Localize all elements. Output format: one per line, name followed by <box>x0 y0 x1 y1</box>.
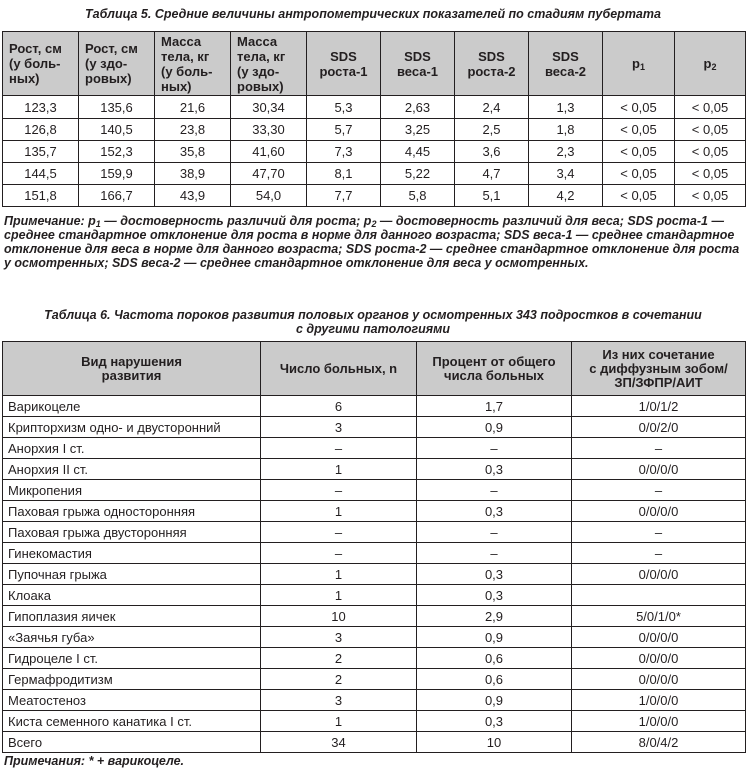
table-cell: 1 <box>261 501 417 522</box>
table-cell: 3 <box>261 690 417 711</box>
table-cell: – <box>261 438 417 459</box>
table-cell: – <box>261 480 417 501</box>
table-cell: 8/0/4/2 <box>572 732 746 753</box>
table-cell: – <box>572 522 746 543</box>
table-cell: 3 <box>261 417 417 438</box>
table-cell: 159,9 <box>79 163 155 185</box>
table-cell: 3,25 <box>381 119 455 141</box>
table-cell: 140,5 <box>79 119 155 141</box>
table-cell: – <box>261 543 417 564</box>
table-cell: 1,8 <box>529 119 603 141</box>
table-cell: 2 <box>261 648 417 669</box>
table-cell: 0,9 <box>417 417 572 438</box>
table-cell: < 0,05 <box>675 96 746 119</box>
anthropometry-table <box>2 31 746 207</box>
table-cell: 166,7 <box>79 185 155 207</box>
table-cell: 0/0/0/0 <box>572 564 746 585</box>
table-cell: 43,9 <box>155 185 231 207</box>
disorder-name-cell: Анорхия I ст. <box>3 438 261 459</box>
header-combination: Из них сочетание с диффузным зобом/ ЗП/ЗФПР/АИТ <box>572 342 746 396</box>
table-row <box>3 96 746 119</box>
table-row <box>3 690 746 711</box>
table-cell: 135,6 <box>79 96 155 119</box>
table-cell: – <box>572 480 746 501</box>
header-sds-height-1: SDS роста-1 <box>307 32 381 96</box>
table-cell: – <box>417 543 572 564</box>
table-cell: – <box>417 480 572 501</box>
table-cell: 126,8 <box>3 119 79 141</box>
table-cell: 5/0/1/0* <box>572 606 746 627</box>
disorder-name-cell: Гипоплазия яичек <box>3 606 261 627</box>
table-cell: 1 <box>261 585 417 606</box>
header-weight-patients: Масса тела, кг (у боль- ных) <box>155 32 231 96</box>
table-cell: 7,7 <box>307 185 381 207</box>
table-row <box>3 732 746 753</box>
table-cell: < 0,05 <box>675 119 746 141</box>
table-cell: – <box>417 438 572 459</box>
table-cell: 41,60 <box>231 141 307 163</box>
disorder-name-cell: Крипторхизм одно- и двусторонний <box>3 417 261 438</box>
table-cell: 5,7 <box>307 119 381 141</box>
table-cell: – <box>261 522 417 543</box>
table-cell: 8,1 <box>307 163 381 185</box>
header-weight-healthy: Масса тела, кг (у здо- ровых) <box>231 32 307 96</box>
table-cell: 0,3 <box>417 564 572 585</box>
disorder-name-cell: Клоака <box>3 585 261 606</box>
disorder-name-cell: Гидроцеле I ст. <box>3 648 261 669</box>
table-cell: 23,8 <box>155 119 231 141</box>
disorder-name-cell: Всего <box>3 732 261 753</box>
table-row <box>3 185 746 207</box>
table-cell: 35,8 <box>155 141 231 163</box>
table-cell: 0/0/0/0 <box>572 501 746 522</box>
table-cell: 2,4 <box>455 96 529 119</box>
table-cell: 5,3 <box>307 96 381 119</box>
table-cell: 54,0 <box>231 185 307 207</box>
header-percent: Процент от общего числа больных <box>417 342 572 396</box>
table-row <box>3 711 746 732</box>
table-cell: 1/0/0/0 <box>572 711 746 732</box>
disorder-name-cell: Пупочная грыжа <box>3 564 261 585</box>
table-row <box>3 564 746 585</box>
table5-caption: Таблица 5. Средние величины антропометрических показателей по стадиям пубертата <box>85 7 661 21</box>
table-cell: 21,6 <box>155 96 231 119</box>
table-row <box>3 669 746 690</box>
table-cell: 152,3 <box>79 141 155 163</box>
table-row <box>3 648 746 669</box>
table-cell: 0/0/0/0 <box>572 627 746 648</box>
table-cell: 10 <box>261 606 417 627</box>
disorder-name-cell: Варикоцеле <box>3 396 261 417</box>
table5-body <box>3 96 746 207</box>
table-cell: 135,7 <box>3 141 79 163</box>
table-row <box>3 163 746 185</box>
malformation-frequency-table <box>2 341 746 753</box>
table6-caption: Таблица 6. Частота пороков развития половых органов у осмотренных 343 подростков в сочетании с другими патологиями <box>44 308 702 336</box>
header-sds-weight-2: SDS веса-2 <box>529 32 603 96</box>
header-sds-weight-1: SDS веса-1 <box>381 32 455 96</box>
table-cell: 4,7 <box>455 163 529 185</box>
table-cell: 151,8 <box>3 185 79 207</box>
table-row <box>3 438 746 459</box>
table-cell: 10 <box>417 732 572 753</box>
table-cell: 38,9 <box>155 163 231 185</box>
disorder-name-cell: Меатостеноз <box>3 690 261 711</box>
table-cell: 0/0/0/0 <box>572 459 746 480</box>
table-cell: < 0,05 <box>675 185 746 207</box>
table5-header-row <box>3 32 746 96</box>
header-p1: $p_1$ <box>603 32 675 96</box>
table-cell: < 0,05 <box>675 163 746 185</box>
table-cell: 1,7 <box>417 396 572 417</box>
table5-note: Примечание: $p_1$ — достоверность различий для роста; $p_2$ — достоверность различий для веса; SDS роста-1 — среднее стандартное отклонение для роста в норме для данного возраста; SDS веса-1 — среднее стандартное отклонение для веса в норме для данного возраста; SDS роста-2 — среднее стандартное отклонение для роста у осмотренных; SDS веса-2 — среднее стандартное отклонение для веса у осмотренных. <box>4 214 740 270</box>
table-cell: 2,9 <box>417 606 572 627</box>
table-cell: 1 <box>261 711 417 732</box>
disorder-name-cell: Паховая грыжа двусторонняя <box>3 522 261 543</box>
table-cell: 0,6 <box>417 669 572 690</box>
table-cell: 3 <box>261 627 417 648</box>
table6-note: Примечания: * + варикоцеле. <box>4 754 184 768</box>
table-row <box>3 585 746 606</box>
table-cell: < 0,05 <box>603 141 675 163</box>
disorder-name-cell: Киста семенного канатика I ст. <box>3 711 261 732</box>
table6-header-row <box>3 342 746 396</box>
table-cell: 5,22 <box>381 163 455 185</box>
table-row <box>3 501 746 522</box>
table-cell: 6 <box>261 396 417 417</box>
table-row <box>3 627 746 648</box>
table-cell: 123,3 <box>3 96 79 119</box>
table-cell <box>572 585 746 606</box>
table-cell: 0,3 <box>417 711 572 732</box>
table-cell: 2,5 <box>455 119 529 141</box>
table-cell: 0/0/2/0 <box>572 417 746 438</box>
table-cell: 5,8 <box>381 185 455 207</box>
table-cell: < 0,05 <box>603 185 675 207</box>
table-cell: 3,6 <box>455 141 529 163</box>
disorder-name-cell: Паховая грыжа односторонняя <box>3 501 261 522</box>
header-sds-height-2: SDS роста-2 <box>455 32 529 96</box>
table-cell: 4,2 <box>529 185 603 207</box>
table-row <box>3 141 746 163</box>
table-cell: 5,1 <box>455 185 529 207</box>
table-cell: 144,5 <box>3 163 79 185</box>
table-cell: < 0,05 <box>603 163 675 185</box>
table-cell: 2 <box>261 669 417 690</box>
table-cell: 4,45 <box>381 141 455 163</box>
table-row <box>3 606 746 627</box>
table-row <box>3 543 746 564</box>
disorder-name-cell: Гермафродитизм <box>3 669 261 690</box>
table-cell: 0,3 <box>417 459 572 480</box>
table-cell: 2,3 <box>529 141 603 163</box>
header-p2: $p_2$ <box>675 32 746 96</box>
table-cell: 1 <box>261 459 417 480</box>
table-cell: 1,3 <box>529 96 603 119</box>
table-row <box>3 417 746 438</box>
table-cell: – <box>417 522 572 543</box>
table-row <box>3 119 746 141</box>
table-cell: 33,30 <box>231 119 307 141</box>
header-disorder-type: Вид нарушения развития <box>3 342 261 396</box>
table-row <box>3 480 746 501</box>
table-row <box>3 459 746 480</box>
table-cell: 34 <box>261 732 417 753</box>
table-cell: 1/0/1/2 <box>572 396 746 417</box>
table-cell: – <box>572 543 746 564</box>
table-cell: < 0,05 <box>603 96 675 119</box>
table-cell: 3,4 <box>529 163 603 185</box>
table-cell: 2,63 <box>381 96 455 119</box>
table-cell: 0,6 <box>417 648 572 669</box>
disorder-name-cell: «Заячья губа» <box>3 627 261 648</box>
table-cell: 30,34 <box>231 96 307 119</box>
header-height-patients: Рост, см (у боль- ных) <box>3 32 79 96</box>
table-row <box>3 396 746 417</box>
table-cell: 0/0/0/0 <box>572 648 746 669</box>
table6-body <box>3 396 746 753</box>
header-height-healthy: Рост, см (у здо- ровых) <box>79 32 155 96</box>
table-cell: 0,9 <box>417 627 572 648</box>
table-row <box>3 522 746 543</box>
table-cell: 1/0/0/0 <box>572 690 746 711</box>
table-cell: 47,70 <box>231 163 307 185</box>
header-patient-count: Число больных, n <box>261 342 417 396</box>
table-cell: – <box>572 438 746 459</box>
table-cell: 0,9 <box>417 690 572 711</box>
disorder-name-cell: Анорхия II ст. <box>3 459 261 480</box>
table-cell: 1 <box>261 564 417 585</box>
table-cell: 0,3 <box>417 501 572 522</box>
table-cell: < 0,05 <box>675 141 746 163</box>
table-cell: < 0,05 <box>603 119 675 141</box>
disorder-name-cell: Микропения <box>3 480 261 501</box>
table-cell: 0,3 <box>417 585 572 606</box>
disorder-name-cell: Гинекомастия <box>3 543 261 564</box>
table-cell: 7,3 <box>307 141 381 163</box>
table-cell: 0/0/0/0 <box>572 669 746 690</box>
